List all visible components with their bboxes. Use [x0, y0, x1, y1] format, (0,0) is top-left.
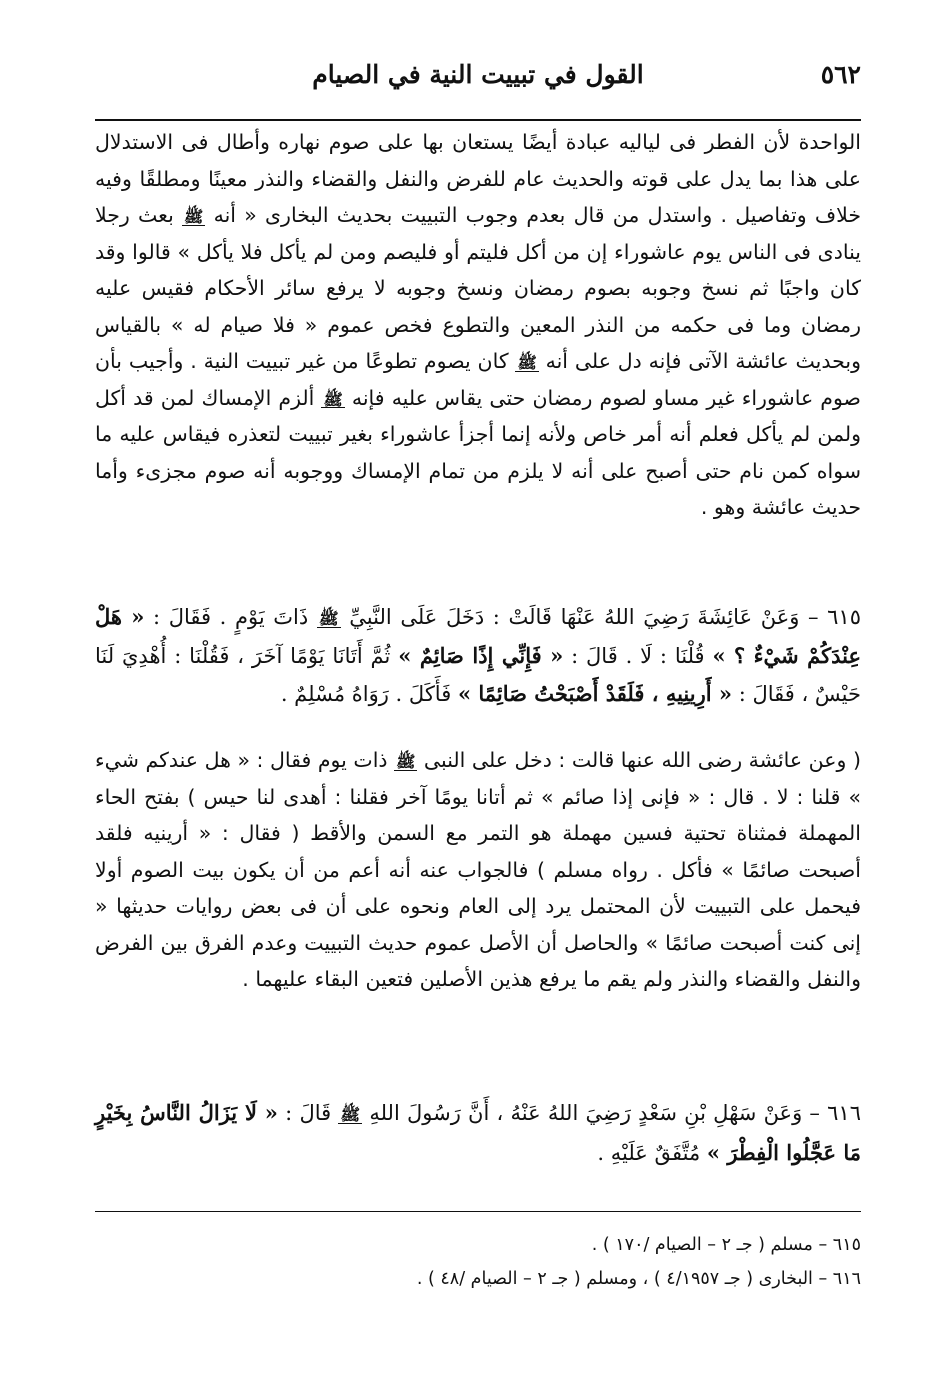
honorific-symbol: ﷺ [396, 752, 416, 771]
page-number: ٥٦٢ [820, 60, 861, 89]
header-divider [95, 119, 861, 121]
honorific-symbol: ﷺ [323, 389, 343, 409]
commentary-text: ألزم الإمساك لمن قد أكل ولمن لم يأكل فعلم أنه أمر خاص ولأنه إنما أجزأ عاشوراء بغير تبييت لتعذره فيقاس عليه ما سواه كمن نام حتى أصبح على أنه لا يلزم من تمام الإمساك ووجوبه أنه صوم مجزىء وأما حديث عائشة وهو . [95, 385, 861, 519]
honorific-symbol: ﷺ [340, 1105, 361, 1124]
prophetic-quote: « لَا يَزَالُ النَّاسُ بِخَيْرٍ مَا عَجَّلُوا الْفِطْرَ » [95, 1100, 861, 1165]
prophetic-quote: « فَإِنِّي إِذًا صَائِمٌ » [398, 642, 564, 668]
prophetic-quote: « أَرِينِيهِ ، فَلَقَدْ أَصْبَحْتُ صَائِمًا » [457, 681, 733, 706]
commentary-text: الواحدة لأن الفطر فى لياليه عبادة أيضًا يستعان بها على صوم نهاره وأطال فى الاستدلال على هذا بما يدل على قوته والحديث عام للفرض والنفل والقضاء والنذر معينًا ومطلقًا وفيه خلاف وتفاصيل . واستدل من قال بعدم وجوب التبييت بحديث البخارى « أنه [95, 130, 861, 227]
hadith-text: ذَاتَ يَوْمٍ . فَقَالَ : [153, 605, 309, 629]
footnote-615: ٦١٥ – مسلم ( جـ ٢ – الصيام /١٧٠ ) . [591, 1235, 861, 1255]
honorific-symbol: ﷺ [517, 353, 537, 372]
hadith-text: ٦١٦ – وَعَنْ سَهْلِ بْنِ سَعْدٍ رَضِيَ اللهُ عَنْهُ ، أَنَّ رَسُولَ اللهِ [369, 1101, 861, 1125]
commentary-paragraph-2 [95, 742, 861, 1072]
hadith-text: قُلْنَا : لَا . قَالَ : [571, 643, 705, 668]
commentary-text: كان يصوم تطوعًا من غير تبييت النية . وأجيب بأن صوم عاشوراء غير مساو لصوم رمضان حتى يقاس عليه فإنه [95, 349, 861, 410]
running-title: القول في تبييت النية في الصيام [312, 60, 644, 89]
footnote-616: ٦١٦ – البخارى ( جـ ٤/١٩٥٧ ) ، ومسلم ( جـ ٢ – الصيام /٤٨ ) . [416, 1269, 861, 1289]
footnotes [95, 1228, 861, 1348]
commentary-text: ( وعن عائشة رضى الله عنها قالت : دخل على النبى [423, 748, 861, 772]
hadith-text: ثُمَّ أَتَانَا يَوْمًا آخَرَ ، فَقُلْنَا : أُهْدِيَ لَنَا حَيْسٌ ، فَقَالَ : [95, 643, 861, 706]
honorific-symbol: ﷺ [318, 609, 339, 628]
hadith-text: فَأَكَلَ . رَوَاهُ مُسْلِمٌ . [280, 682, 452, 706]
commentary-text: بعث رجلا ينادى فى الناس يوم عاشوراء إن من أكل فليتم أو فليصم ومن لم يأكل فلا يأكل » قالوا وقد كان واجبًا ثم نسخ وجوبه بصوم رمضان ونسخ وجوبه لا يرفع سائر الأحكام فقيس عليه رمضان وما فى حكمه من النذر المعين والتطوع فخص عموم « فلا صيام له » بالقياس وبحديث عائشة الآتى فإنه دل على أنه [95, 203, 861, 373]
prophetic-quote: « هَلْ عِنْدَكُمْ شَيْءٌ ؟ » [95, 604, 861, 668]
page-header [95, 52, 861, 100]
hadith-text: مُتَّفَقٌ عَلَيْهِ . [597, 1141, 701, 1165]
hadith-615 [95, 598, 861, 728]
hadith-text: ٦١٥ – وَعَنْ عَائِشَةَ رَضِيَ اللهُ عَنْهَا قَالَتْ : دَخَلَ عَلَى النَّبِيِّ [349, 605, 861, 629]
hadith-616 [95, 1093, 861, 1193]
footnote-divider [95, 1211, 861, 1212]
commentary-paragraph-1 [95, 124, 861, 584]
hadith-text: قَالَ : [285, 1101, 332, 1125]
commentary-text: ذات يوم فقال : « هل عندكم شيء » قلنا : لا . قال : « فإنى إذا صائم » ثم أتانا يومًا آخر فقلنا : أهدى لنا حيس ) بفتح الحاء المهملة فمثناة تحتية فسين مهملة هو التمر مع السمن والأقط ( فقال : « أرينيه فلقد أصبحت صائمًا » فأكل . رواه مسلم ) فالجواب عنه أنه أعم من أن يكون بيت الصوم أولا فيحمل على التبييت لأن المحتمل يرد إلى العام ونحوه على أن فى بعض روايات حديثها « إنى كنت أصبحت صائمًا » والحاصل أن الأصل عموم حديث التبييت وعدم الفرق بين الفرض والنفل والقضاء والنذر ولم يقم ما يرفع هذين الأصلين فتعين البقاء عليهما . [95, 748, 861, 991]
honorific-symbol: ﷺ [184, 207, 204, 226]
